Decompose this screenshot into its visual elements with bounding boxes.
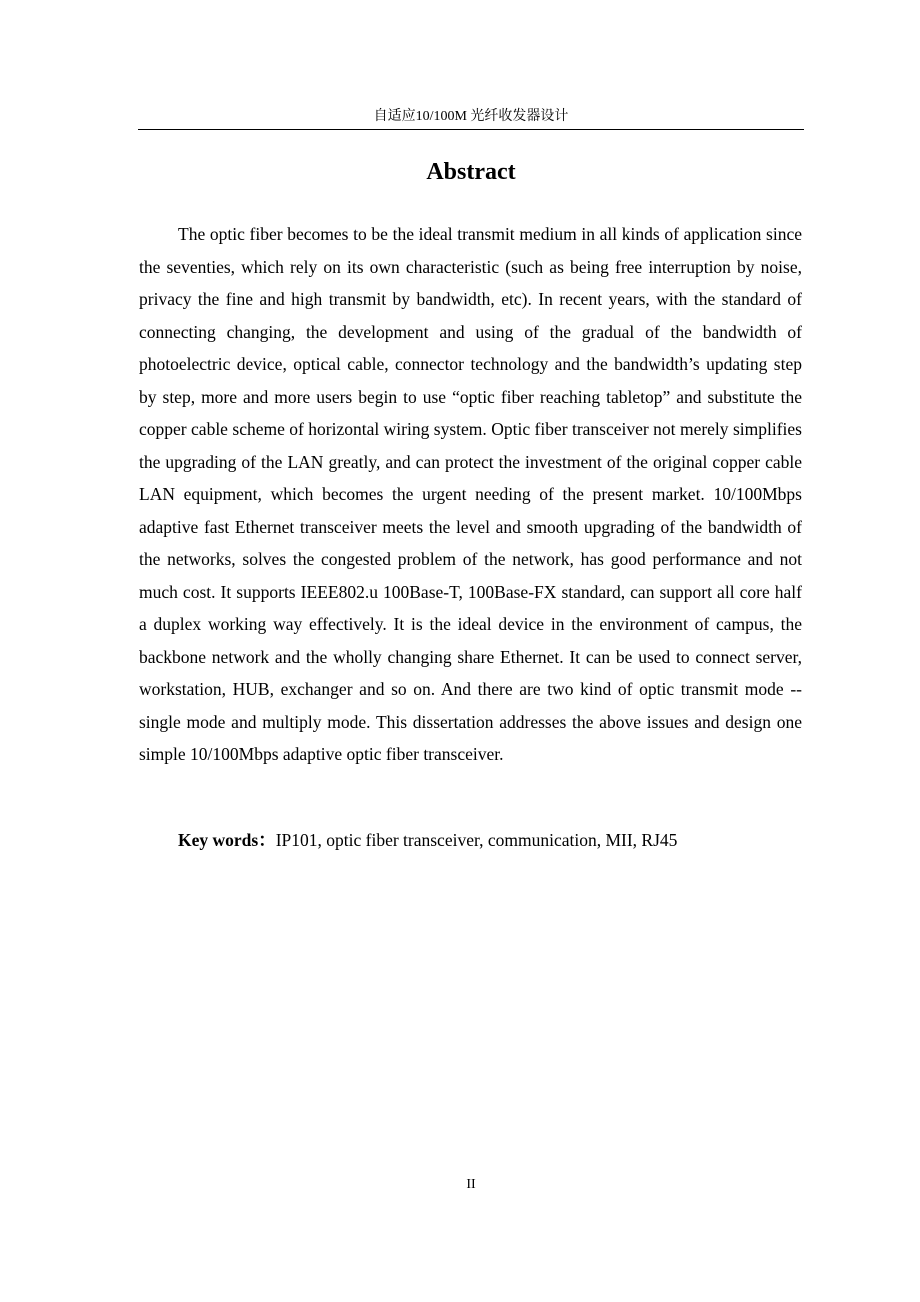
keywords-label: Key words： bbox=[178, 830, 276, 850]
keywords-text: IP101, optic fiber transceiver, communication, MII, RJ45 bbox=[275, 830, 678, 850]
running-header: 自适应10/100M 光纤收发器设计 bbox=[373, 109, 569, 124]
keywords-line bbox=[178, 824, 804, 856]
page-number: II bbox=[466, 1177, 476, 1192]
page-title: Abstract bbox=[426, 159, 516, 185]
header-divider bbox=[138, 129, 804, 130]
abstract-paragraph: The optic fiber becomes to be the ideal transmit medium in all kinds of application since the seventies, which rely on its own characteristic (such as being free interruption by noise, privacy the fine and high transmit by bandwidth, etc). In recent years, with the standard of connecting changing, the development and using of the gradual of the bandwidth of photoelectric device, optical cable, connector technology and the bandwidth’s updating step by step, more and more users begin to use “optic fiber reaching tabletop” and substitute the copper cable scheme of horizontal wiring system. Optic fiber transceiver not merely simplifies the upgrading of the LAN greatly, and can protect the investment of the original copper cable LAN equipment, which becomes the urgent needing of the present market. 10/100Mbps adaptive fast Ethernet transceiver meets the level and smooth upgrading of the bandwidth of the networks, solves the congested problem of the network, has good performance and not much cost. It supports IEEE802.u 100Base-T, 100Base-FX standard, can support all core half a duplex working way effectively. It is the ideal device in the environment of campus, the backbone network and the wholly changing share Ethernet. It can be used to connect server, workstation, HUB, exchanger and so on. And there are two kind of optic transmit mode --single mode and multiply mode. This dissertation addresses the above issues and design one simple 10/100Mbps adaptive optic fiber transceiver. bbox=[139, 224, 802, 764]
